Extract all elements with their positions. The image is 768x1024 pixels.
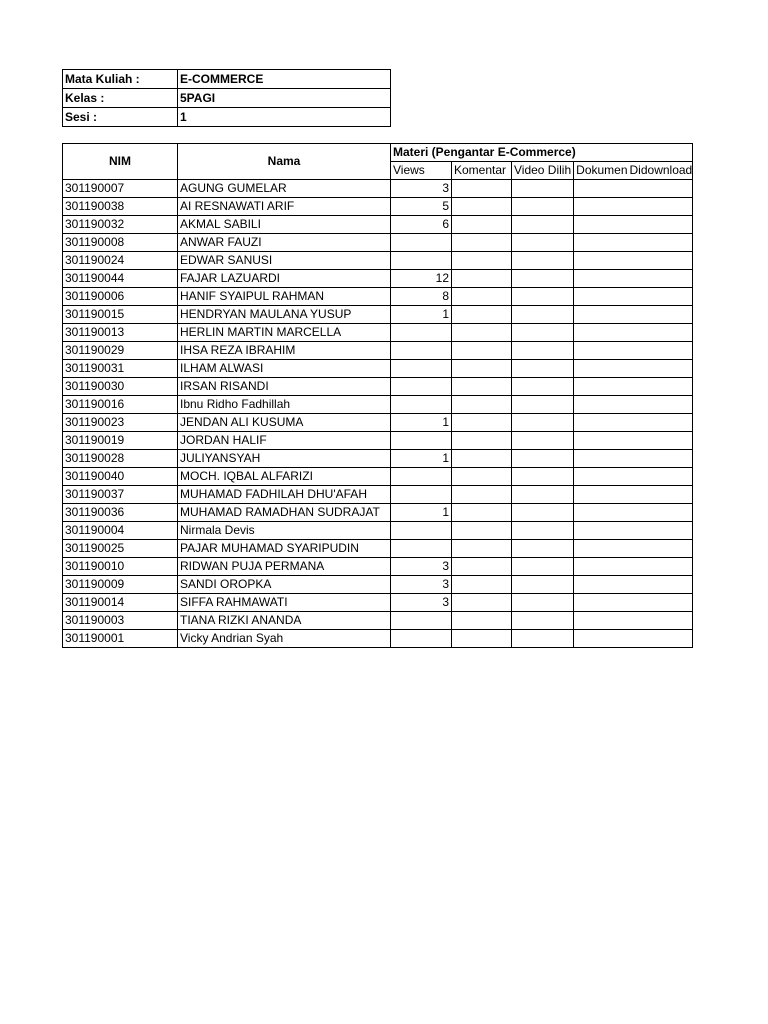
nama-cell[interactable]: AKMAL SABILI xyxy=(178,216,391,234)
komentar-cell[interactable] xyxy=(452,252,512,270)
nama-cell[interactable]: RIDWAN PUJA PERMANA xyxy=(178,558,391,576)
nama-cell[interactable]: MOCH. IQBAL ALFARIZI xyxy=(178,468,391,486)
class-value[interactable]: 5PAGI xyxy=(178,89,391,108)
views-cell[interactable]: 12 xyxy=(391,270,452,288)
views-cell[interactable] xyxy=(391,540,452,558)
dokumen-cell[interactable] xyxy=(574,342,693,360)
nama-cell[interactable]: AI RESNAWATI ARIF xyxy=(178,198,391,216)
table-row xyxy=(63,342,693,360)
table-row xyxy=(63,504,693,522)
komentar-cell[interactable] xyxy=(452,612,512,630)
table-row xyxy=(63,198,693,216)
views-cell[interactable]: 6 xyxy=(391,216,452,234)
video-cell[interactable] xyxy=(512,198,574,216)
nim-cell[interactable]: 301190015 xyxy=(63,306,178,324)
nama-cell[interactable]: PAJAR MUHAMAD SYARIPUDIN xyxy=(178,540,391,558)
nim-cell[interactable]: 301190044 xyxy=(63,270,178,288)
table-row xyxy=(63,180,693,198)
materi-group-header[interactable]: Materi (Pengantar E-Commerce) xyxy=(391,144,693,162)
video-cell[interactable] xyxy=(512,540,574,558)
video-cell[interactable] xyxy=(512,342,574,360)
nim-cell[interactable]: 301190036 xyxy=(63,504,178,522)
komentar-cell[interactable] xyxy=(452,558,512,576)
session-label[interactable]: Sesi : xyxy=(63,108,178,127)
komentar-cell[interactable] xyxy=(452,396,512,414)
table-row xyxy=(63,378,693,396)
views-cell[interactable] xyxy=(391,432,452,450)
nama-cell[interactable]: Ibnu Ridho Fadhillah xyxy=(178,396,391,414)
views-cell[interactable]: 3 xyxy=(391,594,452,612)
nim-cell[interactable]: 301190025 xyxy=(63,540,178,558)
dokumen-cell[interactable] xyxy=(574,486,693,504)
views-cell[interactable]: 1 xyxy=(391,504,452,522)
dokumen-cell[interactable] xyxy=(574,234,693,252)
dokumen-cell[interactable] xyxy=(574,270,693,288)
views-cell[interactable] xyxy=(391,486,452,504)
class-row xyxy=(63,89,391,108)
dokumen-cell[interactable] xyxy=(574,558,693,576)
nim-cell[interactable]: 301190023 xyxy=(63,414,178,432)
table-row xyxy=(63,486,693,504)
nim-header[interactable]: NIM xyxy=(63,144,178,180)
nim-cell[interactable]: 301190037 xyxy=(63,486,178,504)
dokumen-cell[interactable] xyxy=(574,432,693,450)
komentar-cell[interactable] xyxy=(452,378,512,396)
dokumen-cell[interactable] xyxy=(574,378,693,396)
course-row xyxy=(63,70,391,89)
nama-cell[interactable]: IRSAN RISANDI xyxy=(178,378,391,396)
video-cell[interactable] xyxy=(512,180,574,198)
dokumen-cell[interactable] xyxy=(574,540,693,558)
views-cell[interactable] xyxy=(391,468,452,486)
dokumen-cell[interactable] xyxy=(574,468,693,486)
table-row xyxy=(63,234,693,252)
nim-cell[interactable]: 301190040 xyxy=(63,468,178,486)
table-row xyxy=(63,324,693,342)
video-cell[interactable] xyxy=(512,270,574,288)
nim-cell[interactable]: 301190014 xyxy=(63,594,178,612)
komentar-cell[interactable] xyxy=(452,540,512,558)
komentar-cell[interactable] xyxy=(452,630,512,648)
course-value[interactable]: E-COMMERCE xyxy=(178,70,391,89)
video-cell[interactable] xyxy=(512,594,574,612)
nim-cell[interactable]: 301190028 xyxy=(63,450,178,468)
nim-cell[interactable]: 301190038 xyxy=(63,198,178,216)
class-label[interactable]: Kelas : xyxy=(63,89,178,108)
nim-cell[interactable]: 301190031 xyxy=(63,360,178,378)
dokumen-cell[interactable] xyxy=(574,360,693,378)
nim-cell[interactable]: 301190030 xyxy=(63,378,178,396)
komentar-cell[interactable] xyxy=(452,180,512,198)
table-row xyxy=(63,288,693,306)
dokumen-cell[interactable] xyxy=(574,396,693,414)
views-cell[interactable] xyxy=(391,378,452,396)
dokumen-cell[interactable] xyxy=(574,180,693,198)
table-row xyxy=(63,414,693,432)
nama-cell[interactable]: MUHAMAD RAMADHAN SUDRAJAT xyxy=(178,504,391,522)
komentar-cell[interactable] xyxy=(452,504,512,522)
course-info-table xyxy=(62,69,391,127)
nim-cell[interactable]: 301190001 xyxy=(63,630,178,648)
nim-cell[interactable]: 301190003 xyxy=(63,612,178,630)
video-cell[interactable] xyxy=(512,378,574,396)
video-cell[interactable] xyxy=(512,414,574,432)
komentar-cell[interactable] xyxy=(452,360,512,378)
table-row xyxy=(63,576,693,594)
dokumen-cell[interactable] xyxy=(574,216,693,234)
komentar-cell[interactable] xyxy=(452,594,512,612)
table-row xyxy=(63,522,693,540)
video-cell[interactable] xyxy=(512,450,574,468)
session-value[interactable]: 1 xyxy=(178,108,391,127)
dokumen-cell[interactable] xyxy=(574,198,693,216)
views-cell[interactable]: 3 xyxy=(391,558,452,576)
table-row xyxy=(63,396,693,414)
views-cell[interactable] xyxy=(391,522,452,540)
video-cell[interactable] xyxy=(512,432,574,450)
nim-cell[interactable]: 301190013 xyxy=(63,324,178,342)
video-cell[interactable] xyxy=(512,612,574,630)
komentar-cell[interactable] xyxy=(452,432,512,450)
views-cell[interactable]: 5 xyxy=(391,198,452,216)
video-cell[interactable] xyxy=(512,216,574,234)
table-row xyxy=(63,216,693,234)
komentar-cell[interactable] xyxy=(452,576,512,594)
views-cell[interactable] xyxy=(391,630,452,648)
komentar-cell[interactable] xyxy=(452,324,512,342)
nim-cell[interactable]: 301190010 xyxy=(63,558,178,576)
video-cell[interactable] xyxy=(512,360,574,378)
nama-cell[interactable]: ANWAR FAUZI xyxy=(178,234,391,252)
nim-cell[interactable]: 301190006 xyxy=(63,288,178,306)
nama-cell[interactable]: JULIYANSYAH xyxy=(178,450,391,468)
views-cell[interactable]: 8 xyxy=(391,288,452,306)
table-row xyxy=(63,306,693,324)
video-cell[interactable] xyxy=(512,288,574,306)
dokumen-cell[interactable] xyxy=(574,504,693,522)
nim-cell[interactable]: 301190007 xyxy=(63,180,178,198)
views-cell[interactable]: 3 xyxy=(391,576,452,594)
nim-cell[interactable]: 301190029 xyxy=(63,342,178,360)
video-cell[interactable] xyxy=(512,486,574,504)
course-label[interactable]: Mata Kuliah : xyxy=(63,70,178,89)
komentar-cell[interactable] xyxy=(452,486,512,504)
nama-cell[interactable]: AGUNG GUMELAR xyxy=(178,180,391,198)
table-row xyxy=(63,558,693,576)
dokumen-header[interactable] xyxy=(574,162,693,180)
table-row xyxy=(63,360,693,378)
dokumen-cell[interactable] xyxy=(574,414,693,432)
dokumen-cell[interactable] xyxy=(574,324,693,342)
komentar-header[interactable]: Komentar xyxy=(452,162,512,180)
session-row xyxy=(63,108,391,127)
dokumen-cell[interactable] xyxy=(574,594,693,612)
nim-cell[interactable]: 301190016 xyxy=(63,396,178,414)
nama-cell[interactable]: ILHAM ALWASI xyxy=(178,360,391,378)
table-row xyxy=(63,432,693,450)
nama-cell[interactable]: EDWAR SANUSI xyxy=(178,252,391,270)
video-cell[interactable] xyxy=(512,558,574,576)
komentar-cell[interactable] xyxy=(452,522,512,540)
table-row xyxy=(63,270,693,288)
views-cell[interactable] xyxy=(391,234,452,252)
video-header[interactable]: Video Dilih xyxy=(512,162,574,180)
table-row xyxy=(63,450,693,468)
nim-cell[interactable]: 301190009 xyxy=(63,576,178,594)
table-row xyxy=(63,252,693,270)
nama-cell[interactable]: MUHAMAD FADHILAH DHU'AFAH xyxy=(178,486,391,504)
dokumen-cell[interactable] xyxy=(574,576,693,594)
komentar-cell[interactable] xyxy=(452,270,512,288)
views-cell[interactable] xyxy=(391,612,452,630)
komentar-cell[interactable] xyxy=(452,414,512,432)
table-row xyxy=(63,594,693,612)
views-cell[interactable] xyxy=(391,324,452,342)
table-row xyxy=(63,468,693,486)
video-cell[interactable] xyxy=(512,576,574,594)
nama-cell[interactable]: HERLIN MARTIN MARCELLA xyxy=(178,324,391,342)
nim-cell[interactable]: 301190019 xyxy=(63,432,178,450)
nim-cell[interactable]: 301190032 xyxy=(63,216,178,234)
views-cell[interactable]: 1 xyxy=(391,306,452,324)
komentar-cell[interactable] xyxy=(452,468,512,486)
dokumen-cell[interactable] xyxy=(574,612,693,630)
header-row-group xyxy=(63,144,693,162)
nim-cell[interactable]: 301190004 xyxy=(63,522,178,540)
komentar-cell[interactable] xyxy=(452,234,512,252)
nama-cell[interactable]: Nirmala Devis xyxy=(178,522,391,540)
student-activity-table xyxy=(62,143,693,648)
views-cell[interactable]: 1 xyxy=(391,450,452,468)
nama-cell[interactable]: HANIF SYAIPUL RAHMAN xyxy=(178,288,391,306)
video-cell[interactable] xyxy=(512,324,574,342)
video-cell[interactable] xyxy=(512,468,574,486)
student-rows xyxy=(63,180,693,648)
nim-cell[interactable]: 301190024 xyxy=(63,252,178,270)
views-cell[interactable] xyxy=(391,252,452,270)
komentar-cell[interactable] xyxy=(452,342,512,360)
nim-cell[interactable]: 301190008 xyxy=(63,234,178,252)
video-cell[interactable] xyxy=(512,630,574,648)
views-cell[interactable] xyxy=(391,360,452,378)
video-cell[interactable] xyxy=(512,306,574,324)
dokumen-label: Dokumen xyxy=(576,163,628,177)
nama-cell[interactable]: SIFFA RAHMAWATI xyxy=(178,594,391,612)
nama-cell[interactable]: FAJAR LAZUARDI xyxy=(178,270,391,288)
table-row xyxy=(63,540,693,558)
table-row xyxy=(63,630,693,648)
dokumen-cell[interactable] xyxy=(574,630,693,648)
dokumen-cell[interactable] xyxy=(574,306,693,324)
didownload-label: Didownload xyxy=(629,163,693,177)
table-row xyxy=(63,612,693,630)
views-cell[interactable]: 1 xyxy=(391,414,452,432)
dokumen-cell[interactable] xyxy=(574,450,693,468)
komentar-cell[interactable] xyxy=(452,216,512,234)
dokumen-cell[interactable] xyxy=(574,252,693,270)
nama-cell[interactable]: Vicky Andrian Syah xyxy=(178,630,391,648)
nama-cell[interactable]: JENDAN ALI KUSUMA xyxy=(178,414,391,432)
video-cell[interactable] xyxy=(512,504,574,522)
nama-cell[interactable]: HENDRYAN MAULANA YUSUP xyxy=(178,306,391,324)
nama-cell[interactable]: JORDAN HALIF xyxy=(178,432,391,450)
video-cell[interactable] xyxy=(512,234,574,252)
komentar-cell[interactable] xyxy=(452,198,512,216)
video-cell[interactable] xyxy=(512,522,574,540)
komentar-cell[interactable] xyxy=(452,288,512,306)
views-cell[interactable] xyxy=(391,396,452,414)
dokumen-cell[interactable] xyxy=(574,522,693,540)
nama-cell[interactable]: TIANA RIZKI ANANDA xyxy=(178,612,391,630)
video-cell[interactable] xyxy=(512,252,574,270)
komentar-cell[interactable] xyxy=(452,306,512,324)
views-header[interactable]: Views xyxy=(391,162,452,180)
views-cell[interactable] xyxy=(391,342,452,360)
dokumen-cell[interactable] xyxy=(574,288,693,306)
nama-cell[interactable]: IHSA REZA IBRAHIM xyxy=(178,342,391,360)
video-cell[interactable] xyxy=(512,396,574,414)
name-header[interactable]: Nama xyxy=(178,144,391,180)
nama-cell[interactable]: SANDI OROPKA xyxy=(178,576,391,594)
komentar-cell[interactable] xyxy=(452,450,512,468)
views-cell[interactable]: 3 xyxy=(391,180,452,198)
